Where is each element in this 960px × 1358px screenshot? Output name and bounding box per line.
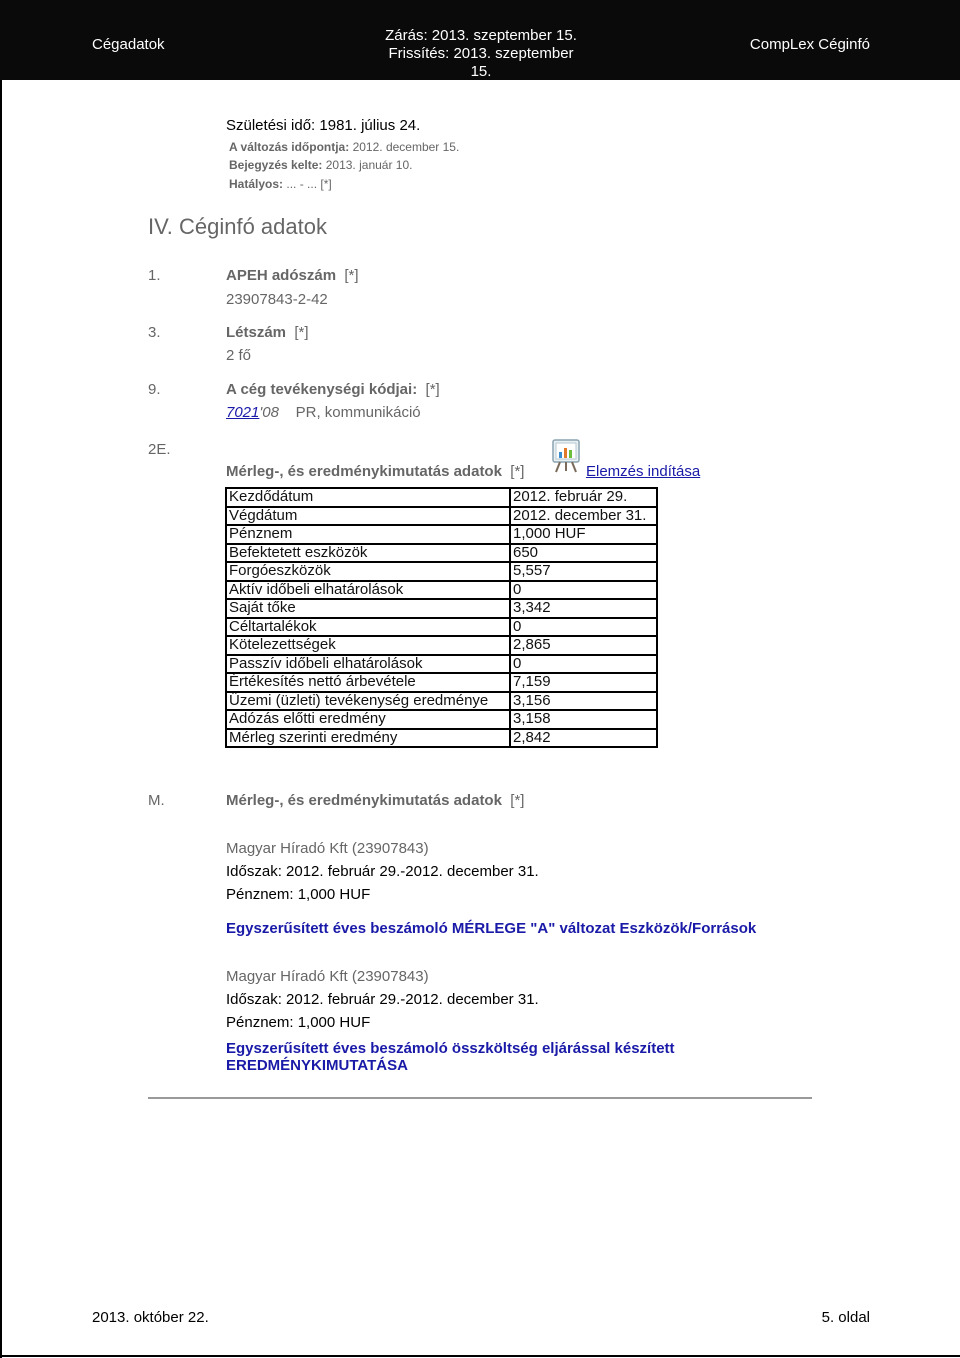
item-activity-title: A cég tevékenységi kódjai: (226, 381, 418, 398)
header-refresh-date: Frissítés: 2013. szeptember 15. (388, 45, 574, 80)
balance-table-row (226, 544, 657, 563)
balance-row-label: Adózás előtti eredmény (226, 710, 510, 729)
balance-table-row (226, 729, 657, 748)
block1-company (226, 840, 429, 857)
item-activity-ref[interactable]: [*] (425, 381, 440, 398)
balance-row-value: 0 (510, 618, 657, 637)
balance-row-value: 650 (510, 544, 657, 563)
block2-currency: Pénznem: 1,000 HUF (226, 1014, 371, 1031)
block2-report-link-line2[interactable]: EREDMÉNYKIMUTATÁSA (226, 1057, 408, 1074)
balance-number: 2E. (148, 441, 171, 458)
block1-company-name: Magyar Híradó Kft (23907843) (226, 840, 429, 857)
balance-row-label: Kezdődátum (226, 488, 510, 507)
analysis-link[interactable]: Elemzés indítása (586, 463, 701, 480)
balance-row-value: 3,156 (510, 692, 657, 711)
activity-description: PR, kommunikáció (295, 404, 421, 421)
balance-row-label: Befektetett eszközök (226, 544, 510, 563)
balance-row-label: Aktív időbeli elhatárolások (226, 581, 510, 600)
change-date-value: 2012. december 15. (352, 140, 460, 154)
balance-table-row (226, 710, 657, 729)
change-date-label: A változás időpontja: (229, 140, 350, 154)
block1-currency: Pénznem: 1,000 HUF (226, 886, 371, 903)
balance-row-value: 5,557 (510, 562, 657, 581)
effective-ref[interactable]: [*] (320, 177, 332, 191)
balance-title-row (226, 463, 524, 480)
balance-row-label: Kötelezettségek (226, 636, 510, 655)
registered-date-row (229, 158, 412, 172)
balance-table-row (226, 655, 657, 674)
activity-code-suffix: '08 (259, 404, 279, 421)
balance-table (225, 487, 658, 748)
horizontal-divider (148, 1097, 812, 1099)
page-border-left (0, 0, 2, 1358)
balance-row-value: 2,865 (510, 636, 657, 655)
item-apeh-ref[interactable]: [*] (344, 267, 359, 284)
balance-row-label: Mérleg szerinti eredmény (226, 729, 510, 748)
balance-table-row (226, 599, 657, 618)
balance-table-row (226, 636, 657, 655)
presentation-easel-icon[interactable] (550, 438, 582, 474)
m-section-number: M. (148, 792, 165, 809)
balance-table-row (226, 581, 657, 600)
footer-date: 2013. október 22. (92, 1309, 209, 1326)
balance-row-value: 1,000 HUF (510, 525, 657, 544)
balance-row-label: Passzív időbeli elhatárolások (226, 655, 510, 674)
item-apeh-number: 1. (148, 267, 161, 284)
balance-row-value: 2012. február 29. (510, 488, 657, 507)
balance-table-row (226, 488, 657, 507)
balance-row-label: Üzemi (üzleti) tevékenység eredménye (226, 692, 510, 711)
balance-row-label: Pénznem (226, 525, 510, 544)
balance-row-value: 2,842 (510, 729, 657, 748)
balance-row-label: Céltartalékok (226, 618, 510, 637)
page-header (0, 0, 960, 80)
balance-row-value: 0 (510, 655, 657, 674)
effective-label: Hatályos: (229, 177, 284, 191)
balance-row-label: Forgóeszközök (226, 562, 510, 581)
balance-row-label: Saját tőke (226, 599, 510, 618)
balance-table-row (226, 507, 657, 526)
item-headcount-title: Létszám (226, 324, 287, 341)
item-headcount-value: 2 fő (226, 347, 252, 364)
effective-value: ... - ... (286, 177, 318, 191)
effective-row (229, 177, 332, 191)
balance-title: Mérleg-, és eredménykimutatás adatok (226, 463, 502, 480)
footer-page-number: 5. oldal (821, 1309, 870, 1326)
header-right-title: CompLex Céginfó (749, 36, 870, 53)
balance-row-label: Végdátum (226, 507, 510, 526)
balance-row-value: 3,342 (510, 599, 657, 618)
item-activity-number: 9. (148, 381, 161, 398)
balance-table-row (226, 525, 657, 544)
activity-code-link[interactable]: 7021 (226, 404, 260, 421)
balance-table-row (226, 562, 657, 581)
m-section-title: Mérleg-, és eredménykimutatás adatok (226, 792, 502, 809)
balance-row-label: Értékesítés nettó árbevétele (226, 673, 510, 692)
block1-report-link[interactable]: Egyszerűsített éves beszámoló MÉRLEGE "A" változat Eszközök/Források (226, 920, 757, 937)
balance-ref[interactable]: [*] (510, 463, 525, 480)
registered-value: 2013. január 10. (325, 158, 413, 172)
section-title: IV. Céginfó adatok (148, 214, 327, 239)
item-headcount-title-row (226, 324, 309, 341)
item-apeh-title-row (226, 267, 359, 284)
item-headcount-ref[interactable]: [*] (294, 324, 309, 341)
block2-company (226, 968, 429, 985)
balance-row-value: 7,159 (510, 673, 657, 692)
block2-company-name: Magyar Híradó Kft (23907843) (226, 968, 429, 985)
block2-period: Időszak: 2012. február 29.-2012. december 31. (226, 991, 539, 1008)
item-apeh-value: 23907843-2-42 (226, 291, 328, 308)
item-apeh-title: APEH adószám (226, 267, 337, 284)
balance-row-value: 0 (510, 581, 657, 600)
m-section-title-row (226, 792, 524, 809)
header-close-date: Zárás: 2013. szeptember 15. (385, 27, 577, 44)
header-left-title: Cégadatok (92, 36, 165, 53)
item-activity-value (226, 404, 421, 421)
header-dates (376, 27, 586, 81)
m-section-ref[interactable]: [*] (510, 792, 525, 809)
page-border-bottom (0, 1355, 960, 1357)
balance-table-row (226, 673, 657, 692)
block2-report-link-line1[interactable]: Egyszerűsített éves beszámoló összköltség eljárással készített (226, 1040, 675, 1057)
balance-row-value: 3,158 (510, 710, 657, 729)
block1-period: Időszak: 2012. február 29.-2012. december 31. (226, 863, 539, 880)
block2-report-link[interactable] (226, 1040, 675, 1074)
registered-label: Bejegyzés kelte: (229, 158, 323, 172)
balance-table-row (226, 692, 657, 711)
item-headcount-number: 3. (148, 324, 161, 341)
item-activity-title-row (226, 381, 440, 398)
balance-row-value: 2012. december 31. (510, 507, 657, 526)
birth-date: Születési idő: 1981. július 24. (226, 117, 421, 134)
change-date-row (229, 140, 459, 154)
balance-table-row (226, 618, 657, 637)
